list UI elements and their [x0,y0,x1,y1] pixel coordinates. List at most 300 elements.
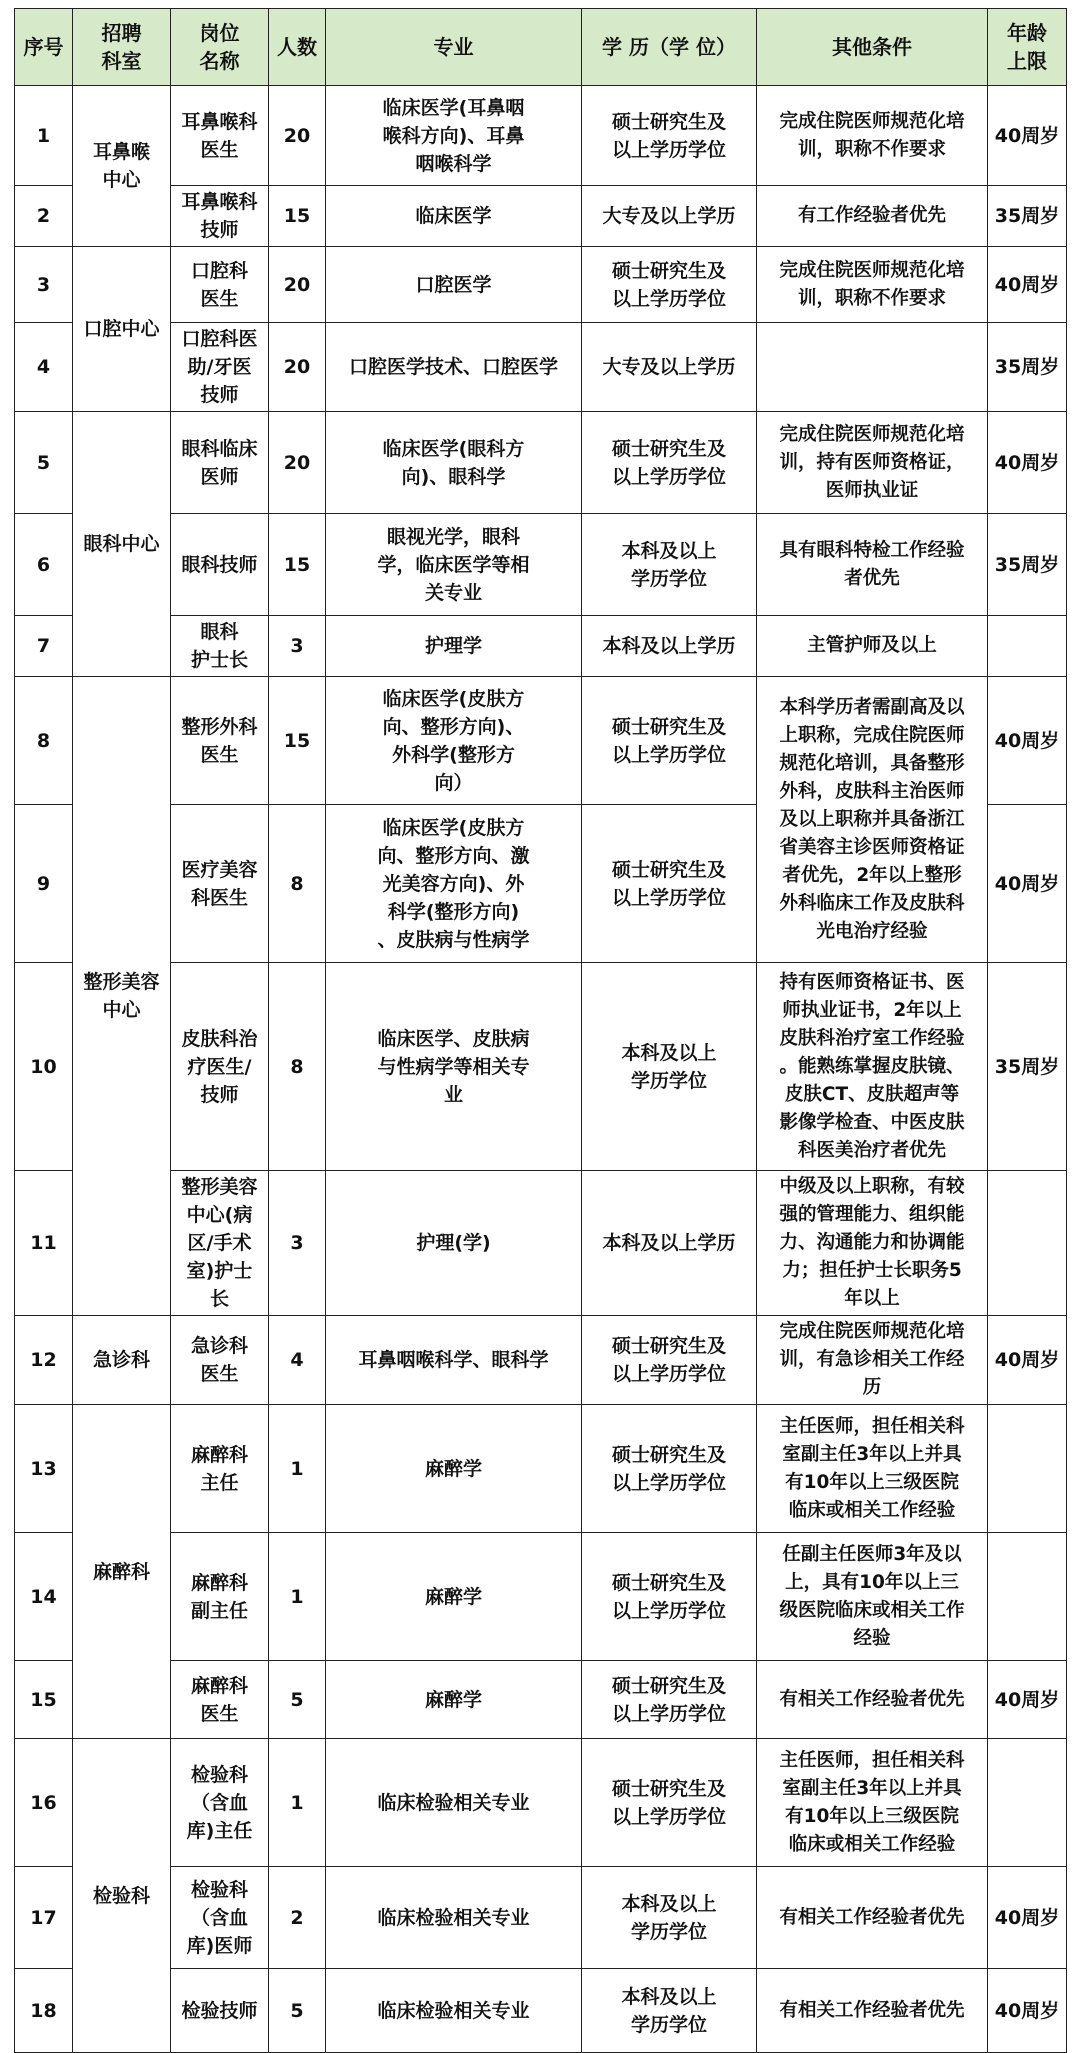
post-name-line: 区/手术 [187,1232,252,1254]
education [582,412,757,514]
other-conditions [757,247,988,323]
post-name-line: （含血 [190,1906,248,1929]
other-conditions-line: 主管护师及以上 [807,635,937,656]
row-number: 16 [15,1739,73,1867]
headcount: 2 [269,1867,326,1969]
row-number: 9 [15,805,73,963]
table-row [15,1739,1067,1867]
major-line: 临床医学、皮肤病 [377,1027,530,1050]
post-name-line: 口腔科医 [181,328,258,350]
major-line: 临床检验相关专业 [377,1999,530,2022]
education [582,677,757,805]
other-conditions-line: 任副主任医师3年及以 [782,1543,962,1565]
major-line: 口腔医学 [415,273,492,296]
other-conditions-line: 训，有急诊相关工作经 [779,1349,965,1370]
row-number: 8 [15,677,73,805]
major [326,677,582,805]
table-row [15,514,1067,616]
education-line: 以上学历学位 [611,743,726,766]
major-line: 学，临床医学等相 [377,553,530,576]
other-conditions-line: 者优先，2年以上整形 [782,864,962,886]
education [582,514,757,616]
age-limit: 40周岁 [988,1316,1067,1405]
header-major: 专业 [326,9,582,86]
education-line: 本科及以上学历 [602,635,736,657]
other-conditions-line: 有10年以上三级医院 [785,1805,959,1827]
post-name [171,963,269,1171]
table-row [15,247,1067,323]
headcount: 1 [269,1405,326,1533]
age-limit: 40周岁 [988,677,1067,805]
other-conditions [757,1969,988,2053]
education [582,323,757,412]
major [326,1171,582,1316]
post-name-line: 耳鼻喉科 [181,191,258,213]
row-number: 14 [15,1533,73,1661]
headcount: 8 [269,963,326,1171]
post-name [171,1171,269,1316]
department-cell [73,247,171,412]
recruitment-table-wrapper [14,8,1066,2053]
major-line: 口腔医学技术、口腔医学 [348,356,558,378]
post-name-line: 检验科 [190,1763,248,1786]
table-row [15,963,1067,1171]
major [326,247,582,323]
post-name-line: 整形美容 [181,1176,258,1198]
major-line: 临床检验相关专业 [377,1906,530,1929]
row-number: 13 [15,1405,73,1533]
major-line: 麻醉学 [424,1585,482,1608]
header-count: 人数 [269,9,326,86]
major [326,616,582,677]
education [582,247,757,323]
post-name-line: 主任 [200,1471,239,1494]
post-name-line: 检验技师 [181,1999,258,2022]
major-line: 、皮肤病与性病学 [377,928,530,951]
post-name-line: 口腔科 [190,259,248,282]
other-conditions-line: 临床或相关工作经验 [788,1499,956,1521]
education-line: 以上学历学位 [611,1805,726,1828]
education-line: 硕士研究生及 [611,437,726,460]
other-conditions [757,1405,988,1533]
other-conditions-line: 及以上职称并具备浙江 [779,808,965,830]
age-limit: 35周岁 [988,186,1067,247]
post-name [171,805,269,963]
other-conditions [757,677,988,963]
post-name-line: 助/牙医 [187,356,252,378]
table-row [15,323,1067,412]
major-line: 麻醉学 [424,1457,482,1480]
other-conditions-line: 室副主任3年以上并具 [782,1777,962,1799]
other-conditions-line: 外科临床工作及皮肤科 [779,892,965,914]
other-conditions [757,323,988,412]
other-conditions-line: 主任医师，担任相关科 [779,1749,965,1771]
table-row [15,1867,1067,1969]
major-line: 外科学(整形方 [392,743,515,766]
other-conditions-line: 临床或相关工作经验 [788,1833,956,1855]
major-line: 护理学 [424,635,482,657]
row-number: 18 [15,1969,73,2053]
major-line: 临床医学(皮肤方 [382,687,525,710]
department-cell-line: 眼科中心 [83,533,160,555]
department-cell [73,1316,171,1405]
other-conditions-line: 上职称，完成住院医师 [779,724,965,746]
age-limit: 40周岁 [988,805,1067,963]
post-name [171,1405,269,1533]
other-conditions-line: 科医美治疗者优先 [797,1139,946,1161]
department-cell-line: 检验科 [92,1884,150,1907]
table-row [15,86,1067,186]
department-cell [73,1739,171,2053]
post-name-line: 耳鼻喉科 [181,110,258,133]
other-conditions-line: 有相关工作经验者优先 [779,1999,965,2021]
education [582,805,757,963]
major [326,1316,582,1405]
header-no: 序号 [15,9,73,86]
table-row [15,1316,1067,1405]
other-conditions-line: 历 [862,1377,882,1398]
post-name-line: （含血 [190,1791,248,1814]
major-line: 向） [434,771,473,794]
education-line: 学历学位 [630,1920,707,1943]
post-name-line: 皮肤科治 [181,1027,258,1050]
major-line: 耳鼻咽喉科学、眼科学 [358,1349,549,1371]
post-name-line: 医生 [200,743,239,766]
education-line: 以上学历学位 [611,465,726,488]
education-line: 以上学历学位 [611,1599,726,1622]
major-line: 关专业 [424,581,482,604]
headcount: 5 [269,1969,326,2053]
other-conditions-line: 具有眼科特检工作经验 [779,539,965,561]
age-limit: 40周岁 [988,247,1067,323]
post-name-line: 中心(病 [186,1204,253,1226]
education-line: 以上学历学位 [611,886,726,909]
table-row [15,1533,1067,1661]
post-name-line: 护士长 [190,649,248,671]
post-name-line: 技师 [200,384,239,406]
major [326,323,582,412]
major-line: 向、整形方向、激 [377,844,530,867]
department-cell [73,677,171,1316]
other-conditions [757,412,988,514]
age-limit: 40周岁 [988,1969,1067,2053]
major [326,1969,582,2053]
age-limit [988,616,1067,677]
other-conditions-line: 光电治疗经验 [816,920,928,942]
other-conditions-line: 中级及以上职称，有较 [779,1176,965,1197]
table-body [15,86,1067,2053]
other-conditions-line: 完成住院医师规范化培 [779,110,965,132]
row-number: 7 [15,616,73,677]
department-cell-line: 整形美容 [83,971,160,993]
education-line: 学历学位 [630,2013,707,2036]
education [582,86,757,186]
major [326,963,582,1171]
other-conditions [757,616,988,677]
major-line: 麻醉学 [424,1688,482,1711]
education-line: 学历学位 [630,567,707,590]
headcount: 1 [269,1533,326,1661]
headcount: 4 [269,1316,326,1405]
department-cell-line: 口腔中心 [83,318,160,340]
other-conditions-line: 规范化培训，具备整形 [779,752,965,774]
education-line: 以上学历学位 [611,138,726,161]
table-row [15,677,1067,805]
post-name [171,1867,269,1969]
other-conditions-line: 本科学历者需副高及以 [779,696,965,718]
post-name-line: 长 [209,1288,229,1310]
education-line: 大专及以上学历 [602,205,736,227]
age-limit [988,1405,1067,1533]
education-line: 硕士研究生及 [611,110,726,133]
table-row [15,412,1067,514]
post-name [171,186,269,247]
headcount: 15 [269,514,326,616]
education-line: 本科及以上学历 [602,1232,736,1254]
other-conditions [757,1533,988,1661]
major [326,514,582,616]
other-conditions-line: 有相关工作经验者优先 [779,1688,965,1710]
education-line: 学历学位 [630,1069,707,1092]
department-cell-line: 耳鼻喉 [92,141,150,163]
major-line: 喉科方向)、耳鼻 [382,124,525,147]
major [326,805,582,963]
headcount: 3 [269,1171,326,1316]
post-name [171,1533,269,1661]
major-line: 科学(整形方向) [387,900,520,923]
headcount: 5 [269,1661,326,1739]
education-line: 硕士研究生及 [611,259,726,282]
table-row [15,1171,1067,1316]
header-row [15,9,1067,86]
education [582,1533,757,1661]
other-conditions-line: 省美容主诊医师资格证 [779,836,965,858]
table-row [15,1661,1067,1739]
department-cell-line: 急诊科 [92,1349,150,1371]
age-limit [988,1739,1067,1867]
post-name-line: 库)医师 [186,1934,253,1957]
department-cell [73,86,171,247]
education [582,1171,757,1316]
major-line: 临床医学(耳鼻咽 [382,96,525,119]
other-conditions [757,1661,988,1739]
education-line: 本科及以上 [621,539,717,562]
department-cell [73,1405,171,1739]
table-row [15,616,1067,677]
major [326,1867,582,1969]
education [582,186,757,247]
post-name-line: 医生 [200,1702,239,1725]
post-name [171,323,269,412]
post-name [171,1661,269,1739]
post-name-line: 医生 [200,287,239,310]
header-conditions: 其他条件 [757,9,988,86]
row-number: 1 [15,86,73,186]
major [326,412,582,514]
table-row [15,186,1067,247]
headcount: 1 [269,1739,326,1867]
age-limit [988,1533,1067,1661]
major-line: 向)、眼科学 [401,465,506,488]
other-conditions [757,963,988,1171]
post-name-line: 整形外科 [181,715,258,738]
other-conditions-line: 皮肤CT、皮肤超声等 [784,1083,960,1105]
department-cell-line: 中心 [102,999,141,1021]
other-conditions-line: 有10年以上三级医院 [785,1471,959,1493]
other-conditions-line: 师执业证书，2年以上 [782,999,962,1021]
education-line: 以上学历学位 [611,1363,726,1385]
other-conditions-line: 训，持有医师资格证， [779,451,965,473]
education-line: 本科及以上 [621,1892,717,1915]
table-row [15,1969,1067,2053]
other-conditions [757,186,988,247]
other-conditions-line: 级医院临床或相关工作 [779,1599,965,1621]
other-conditions-line: 有工作经验者优先 [797,205,946,226]
post-name [171,616,269,677]
education-line: 以上学历学位 [611,1471,726,1494]
education-line: 硕士研究生及 [611,1674,726,1697]
education [582,1739,757,1867]
major [326,1533,582,1661]
education-line: 硕士研究生及 [611,1777,726,1800]
major [326,1661,582,1739]
education [582,1405,757,1533]
row-number: 6 [15,514,73,616]
post-name [171,247,269,323]
row-number: 4 [15,323,73,412]
row-number: 10 [15,963,73,1171]
major-line: 咽喉科学 [415,152,492,175]
other-conditions-line: 强的管理能力、组织能 [779,1204,965,1225]
major-line: 临床检验相关专业 [377,1791,530,1814]
other-conditions-line: 年以上 [844,1288,900,1309]
other-conditions-line: 室副主任3年以上并具 [782,1443,962,1465]
other-conditions [757,1739,988,1867]
post-name-line: 科医生 [190,886,248,909]
department-cell-line: 中心 [102,169,141,191]
education-line: 硕士研究生及 [611,1335,726,1357]
post-name-line: 眼科 [200,621,239,643]
age-limit: 40周岁 [988,412,1067,514]
age-limit: 40周岁 [988,86,1067,186]
post-name-line: 室)护士 [186,1260,253,1282]
post-name [171,1739,269,1867]
header-education: 学 历（学 位） [582,9,757,86]
post-name-line: 麻醉科 [190,1571,248,1594]
row-number: 15 [15,1661,73,1739]
education-line: 本科及以上 [621,1041,717,1064]
other-conditions [757,514,988,616]
headcount: 15 [269,186,326,247]
age-limit: 40周岁 [988,1867,1067,1969]
other-conditions-line: 有相关工作经验者优先 [779,1906,965,1928]
other-conditions-line: 训，职称不作要求 [797,138,946,160]
post-name-line: 麻醉科 [190,1443,248,1466]
other-conditions-line: 影像学检查、中医皮肤 [779,1111,965,1133]
major-line: 临床医学 [415,205,492,227]
headcount: 15 [269,677,326,805]
major-line: 向、整形方向)、 [382,715,525,738]
department-cell-line: 麻醉科 [92,1560,150,1583]
post-name [171,677,269,805]
other-conditions-line: 皮肤科治疗室工作经验 [779,1027,965,1049]
other-conditions [757,86,988,186]
department-cell [73,412,171,677]
major [326,86,582,186]
education-line: 硕士研究生及 [611,1443,726,1466]
post-name-line: 医师 [200,465,239,488]
post-name [171,1969,269,2053]
post-name [171,514,269,616]
headcount: 20 [269,247,326,323]
post-name-line: 眼科临床 [181,437,258,460]
major-line: 眼视光学，眼科 [386,525,520,548]
major-line: 与性病学等相关专 [377,1055,530,1078]
other-conditions [757,1316,988,1405]
row-number: 12 [15,1316,73,1405]
headcount: 20 [269,86,326,186]
headcount: 3 [269,616,326,677]
education [582,1661,757,1739]
row-number: 17 [15,1867,73,1969]
post-name-line: 麻醉科 [190,1674,248,1697]
post-name-line: 医生 [200,1363,239,1385]
post-name-line: 检验科 [190,1878,248,1901]
table-row [15,1405,1067,1533]
other-conditions-line: 持有医师资格证书、医 [779,971,965,993]
education [582,1969,757,2053]
age-limit: 35周岁 [988,514,1067,616]
post-name [171,412,269,514]
education [582,963,757,1171]
other-conditions-line: 上，具有10年以上三 [785,1571,959,1593]
header-department: 招聘 科室 [73,9,171,86]
other-conditions-line: 完成住院医师规范化培 [779,1321,965,1342]
headcount: 20 [269,412,326,514]
other-conditions [757,1171,988,1316]
post-name-line: 医生 [200,138,239,161]
row-number: 2 [15,186,73,247]
education-line: 大专及以上学历 [602,356,736,378]
major-line: 临床医学(皮肤方 [382,816,525,839]
post-name-line: 医疗美容 [181,858,258,881]
recruitment-table [14,8,1067,2053]
post-name-line: 疗医生/ [187,1055,252,1078]
headcount: 20 [269,323,326,412]
education-line: 硕士研究生及 [611,858,726,881]
education-line: 以上学历学位 [611,287,726,310]
major-line: 业 [443,1083,463,1106]
age-limit: 35周岁 [988,963,1067,1171]
major [326,186,582,247]
major [326,1739,582,1867]
other-conditions-line: 力；担任护士长职务5 [782,1260,962,1281]
row-number: 3 [15,247,73,323]
post-name-line: 技师 [200,219,239,241]
other-conditions-line: 者优先 [844,567,900,589]
age-limit: 35周岁 [988,323,1067,412]
education [582,1316,757,1405]
post-name-line: 眼科技师 [181,553,258,576]
education-line: 硕士研究生及 [611,1571,726,1594]
post-name-line: 急诊科 [190,1335,248,1357]
other-conditions-line: 力、沟通能力和协调能 [779,1232,965,1253]
other-conditions-line: 完成住院医师规范化培 [779,259,965,281]
row-number: 11 [15,1171,73,1316]
education-line: 以上学历学位 [611,1702,726,1725]
other-conditions-line: 主任医师，担任相关科 [779,1415,965,1437]
post-name-line: 库)主任 [186,1819,253,1842]
